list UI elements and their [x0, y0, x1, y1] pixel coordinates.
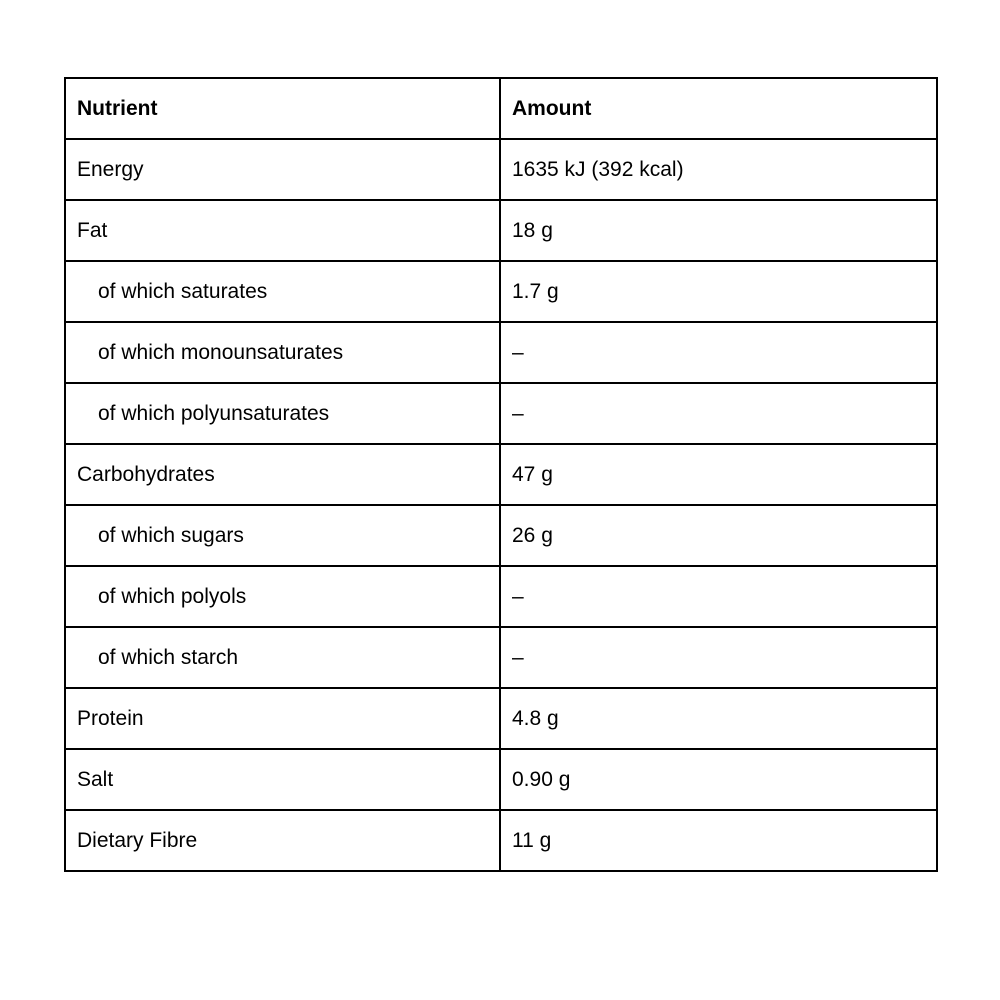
amount-cell: 0.90 g	[500, 749, 937, 810]
amount-cell: 1635 kJ (392 kcal)	[500, 139, 937, 200]
table-header	[65, 78, 937, 139]
table-row	[65, 383, 937, 444]
nutrient-cell: Dietary Fibre	[65, 810, 500, 871]
table-row	[65, 505, 937, 566]
table-row	[65, 139, 937, 200]
nutrient-cell: of which monounsaturates	[65, 322, 500, 383]
table-row	[65, 688, 937, 749]
amount-cell: 11 g	[500, 810, 937, 871]
table-row	[65, 261, 937, 322]
table-row	[65, 810, 937, 871]
amount-cell: 4.8 g	[500, 688, 937, 749]
nutrient-cell: Protein	[65, 688, 500, 749]
nutrient-cell: of which polyunsaturates	[65, 383, 500, 444]
amount-cell: 47 g	[500, 444, 937, 505]
table-row	[65, 322, 937, 383]
nutrient-cell: Energy	[65, 139, 500, 200]
header-row	[65, 78, 937, 139]
amount-cell: –	[500, 627, 937, 688]
amount-cell: –	[500, 383, 937, 444]
table-body	[65, 139, 937, 871]
amount-cell: 18 g	[500, 200, 937, 261]
table-row	[65, 200, 937, 261]
nutrition-table	[64, 77, 938, 872]
header-amount: Amount	[500, 78, 937, 139]
nutrient-cell: of which starch	[65, 627, 500, 688]
header-nutrient: Nutrient	[65, 78, 500, 139]
nutrient-cell: Salt	[65, 749, 500, 810]
amount-cell: 1.7 g	[500, 261, 937, 322]
table-row	[65, 627, 937, 688]
nutrient-cell: Carbohydrates	[65, 444, 500, 505]
nutrient-cell: of which saturates	[65, 261, 500, 322]
table-row	[65, 444, 937, 505]
amount-cell: 26 g	[500, 505, 937, 566]
nutrient-cell: Fat	[65, 200, 500, 261]
nutrient-cell: of which polyols	[65, 566, 500, 627]
table-row	[65, 566, 937, 627]
nutrient-cell: of which sugars	[65, 505, 500, 566]
amount-cell: –	[500, 322, 937, 383]
table-row	[65, 749, 937, 810]
amount-cell: –	[500, 566, 937, 627]
